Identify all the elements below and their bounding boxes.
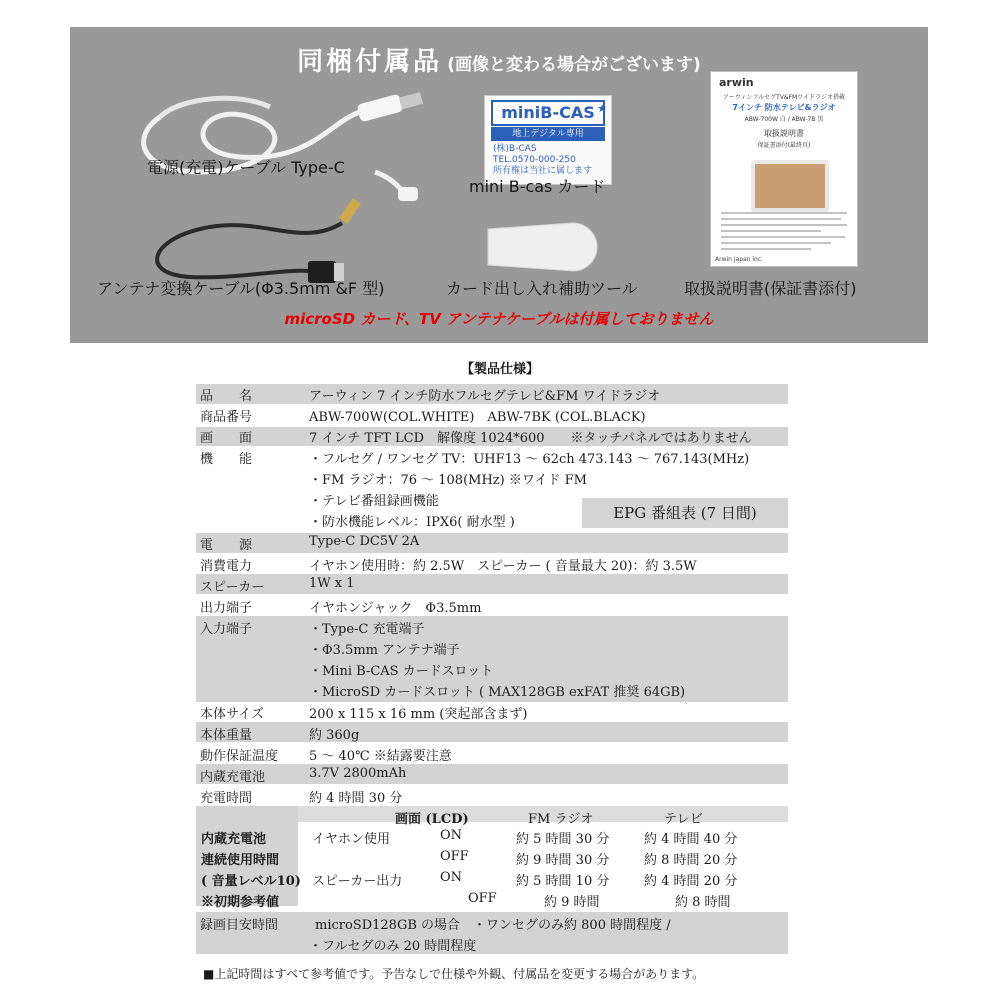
spec-value: 約 360g [309, 728, 360, 743]
spec-value: 5 ～ 40℃ ※結露要注意 [309, 749, 452, 764]
manual-brand: arwin [719, 76, 754, 89]
spec-label: 本体重量 [200, 728, 253, 743]
spec-label: 機 能 [200, 452, 253, 467]
battery-label: ( 音量レベル10) [201, 874, 301, 889]
spec-value: ・防水機能レベル：IPX6( 耐水型 ) [309, 515, 515, 530]
spec-label: スピーカー [200, 580, 265, 595]
spec-value: Type-C DC5V 2A [309, 534, 420, 549]
earphone-label: イヤホン使用 [312, 832, 391, 847]
manual-line4: 取扱説明書 [764, 129, 804, 138]
battery-label: 連続使用時間 [201, 853, 280, 868]
spec-value: 約 4 時間 30 分 [309, 791, 403, 806]
accessories-title: 同梱付属品 (画像と変わる場合がございます) [297, 47, 701, 77]
not-included-note: microSD カード、TV アンテナケーブルは付属しておりません [284, 310, 714, 328]
card-tool-image [482, 217, 622, 277]
spec-value: アーウィン 7 インチ防水フルセグテレビ&FM ワイドラジオ [309, 389, 661, 404]
spec-value: 200 x 115 x 16 mm (突起部含まず) [309, 707, 528, 722]
card-tool-label: カード出し入れ補助ツール [446, 279, 638, 298]
bcas-card-image [484, 95, 612, 185]
bcas-brand: miniB-CAS [491, 100, 605, 126]
spec-label: 充電時間 [200, 791, 253, 806]
spec-value: ABW-700W(COL.WHITE) ABW-7BK (COL.BLACK) [309, 410, 646, 425]
footnote: ■上記時間はすべて参考値です。予告なしで仕様や外観、付属品を変更する場合があります。 [203, 967, 705, 981]
tv-device-picture [751, 160, 829, 212]
spec-label: 消費電力 [200, 559, 253, 574]
spec-value: イヤホンジャック Φ3.5mm [309, 601, 482, 616]
battery-cell: 約 4 時間 40 分 [644, 832, 738, 847]
battery-header: 画面 (LCD) [395, 812, 469, 827]
manual-line2: 7インチ 防水テレビ&ラジオ [732, 103, 836, 112]
manual-line5: 保証書添付(最終頁) [757, 142, 811, 149]
bcas-line1: (株)B-CAS [493, 144, 537, 154]
accessories-panel [70, 27, 928, 343]
battery-cell: OFF [440, 849, 469, 864]
spec-value: ・Mini B-CAS カードスロット [309, 664, 494, 679]
speaker-label: スピーカー出力 [312, 874, 403, 889]
battery-label: ※初期参考値 [201, 895, 280, 910]
manual-line3: ABW-700W 白 / ABW-7B 黒 [744, 116, 824, 123]
spec-value: ・フルセグ / ワンセグ TV：UHF13 ～ 62ch 473.143 ～ 767.143(MHz) [309, 452, 750, 467]
bcas-sub: 地上デジタル専用 [491, 127, 605, 141]
star-icon: ★ [597, 102, 607, 115]
antenna-cable-image [140, 179, 390, 289]
spec-value: 3.7V 2800mAh [309, 766, 407, 781]
spec-label: 内蔵充電池 [200, 770, 266, 785]
spec-label: 本体サイズ [200, 707, 264, 722]
manual-label: 取扱説明書(保証書添付) [684, 279, 857, 298]
epg-badge: EPG 番組表 (7 日間) [582, 498, 788, 528]
spec-row-shade [196, 764, 788, 784]
recording-label: 録画目安時間 [200, 918, 279, 933]
spec-title: 【製品仕様】 [460, 362, 539, 377]
battery-cell: ON [440, 870, 463, 885]
bcas-line3: 所有権は当社に属します [493, 166, 593, 176]
spec-row-shade [196, 533, 788, 553]
battery-cell: 約 4 時間 20 分 [644, 874, 738, 889]
spec-row-shade [196, 722, 788, 742]
spec-label: 出力端子 [200, 601, 253, 616]
spec-row-shade [196, 574, 788, 594]
manual-footer: Arwin japan inc. [715, 256, 764, 263]
bcas-line2: TEL.0570-000-250 [493, 155, 576, 165]
spec-label: 動作保証温度 [200, 749, 279, 764]
battery-cell: 約 9 時間 30 分 [516, 853, 610, 868]
antenna-cable-label: アンテナ変換ケーブル(Φ3.5mm &F 型) [97, 279, 385, 298]
battery-header: テレビ [664, 812, 703, 827]
spec-label: 電 源 [200, 538, 253, 553]
spec-label: 入力端子 [200, 622, 253, 637]
spec-value: 1W x 1 [309, 576, 355, 591]
spec-value: ・FM ラジオ：76 ～ 108(MHz) ※ワイド FM [309, 473, 587, 488]
spec-value: ・Φ3.5mm アンテナ端子 [309, 643, 460, 658]
spec-value: 7 インチ TFT LCD 解像度 1024*600 ※タッチパネルではありません [309, 431, 752, 446]
manual-image [710, 71, 858, 267]
battery-cell: 約 5 時間 10 分 [516, 874, 610, 889]
spec-value: ・Type-C 充電端子 [309, 622, 425, 637]
manual-line1: アーウィンフルセグTV&FMワイドラジオ搭載 [722, 94, 846, 101]
battery-cell: 約 9 時間 [544, 895, 600, 910]
battery-cell: ON [440, 828, 463, 843]
battery-cell: 約 8 時間 [675, 895, 731, 910]
spec-value: ・テレビ番組録画機能 [309, 494, 439, 509]
spec-label: 品 名 [200, 389, 253, 404]
recording-line2: ・フルセグのみ 20 時間程度 [309, 939, 477, 954]
battery-label: 内蔵充電池 [201, 832, 267, 847]
battery-cell: OFF [468, 891, 497, 906]
spec-label: 画 面 [200, 431, 253, 446]
battery-header: FM ラジオ [528, 812, 594, 827]
power-cable-label: 電源(充電)ケーブル Type-C [147, 158, 345, 177]
battery-cell: 約 8 時間 20 分 [644, 853, 738, 868]
spec-label: 商品番号 [200, 410, 253, 425]
spec-value: イヤホン使用時：約 2.5W スピーカー ( 音量最大 20)：約 3.5W [309, 559, 697, 574]
recording-line1: microSD128GB の場合 ・ワンセグのみ約 800 時間程度 / [315, 918, 671, 933]
battery-cell: 約 5 時間 30 分 [516, 832, 610, 847]
bcas-card-label: mini B-cas カード [469, 177, 606, 196]
spec-value: ・MicroSD カードスロット ( MAX128GB exFAT 推奨 64GB) [309, 685, 686, 700]
